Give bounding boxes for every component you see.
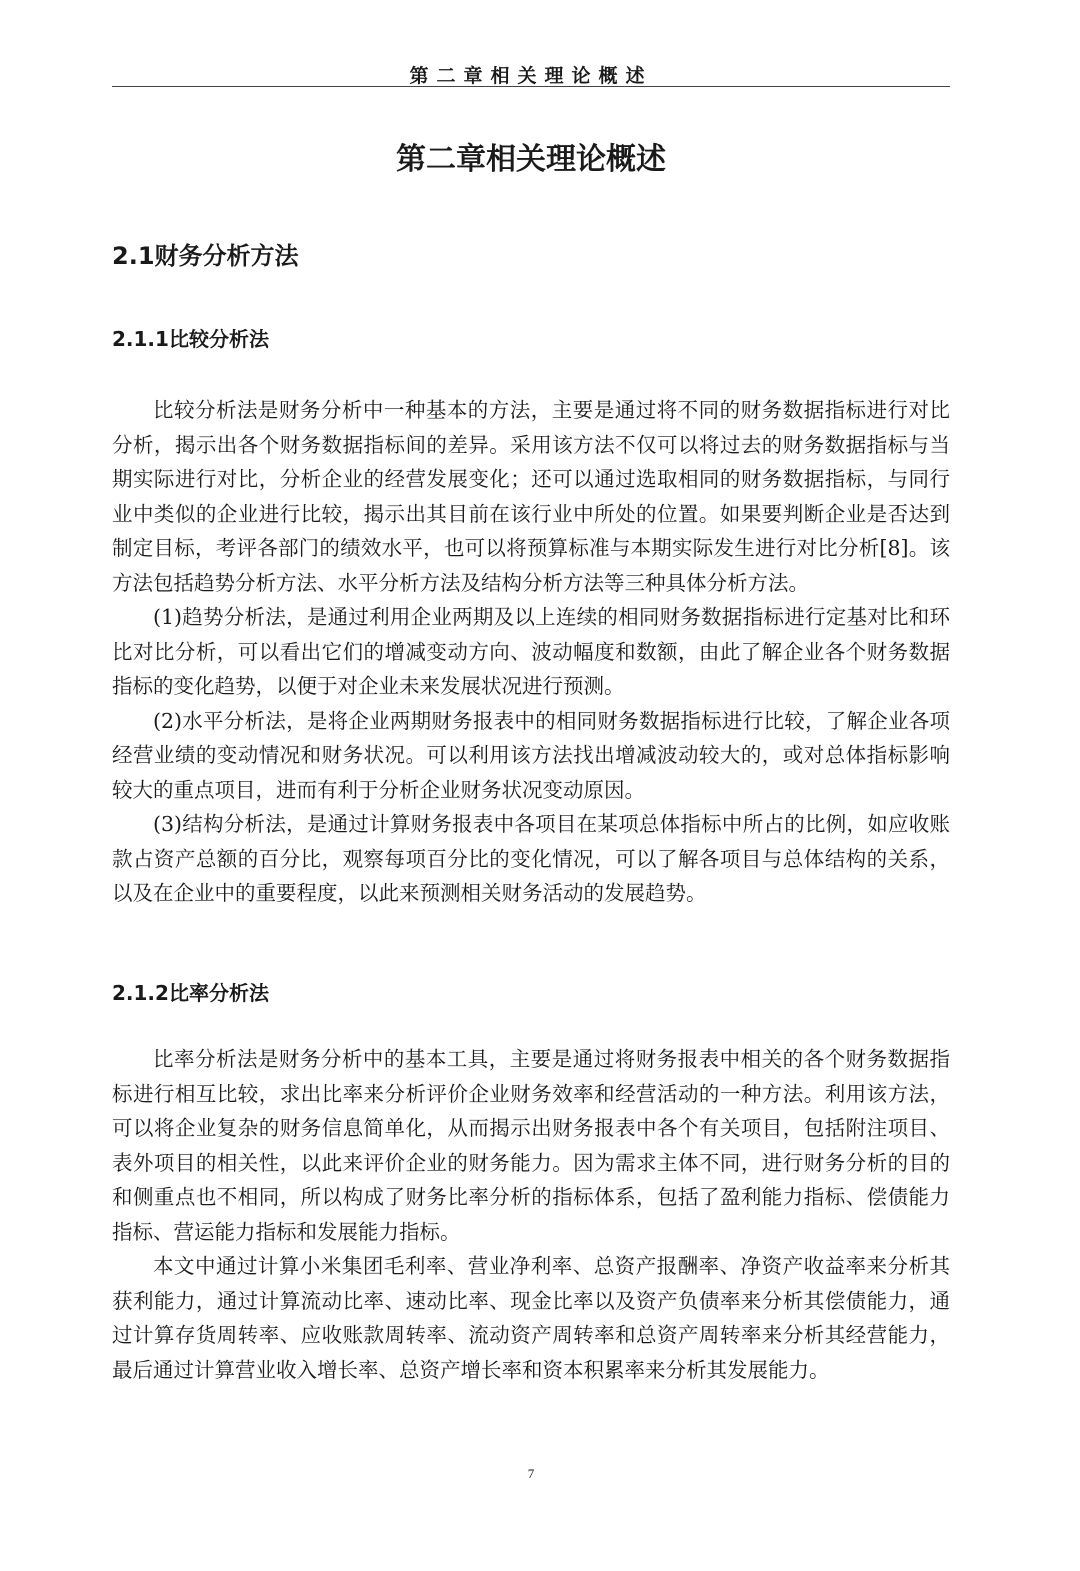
section-2-1-2-body [112, 1042, 950, 1387]
subsection-title-2-1-2: 2.1.2比率分析法 [112, 981, 269, 1005]
paragraph-trend-analysis: (1)趋势分析法，是通过利用企业两期及以上连续的相同财务数据指标进行定基对比和环比对比分析，可以看出它们的增减变动方向、波动幅度和数额，由此了解企业各个财务数据指标的变化趋势，以便于对企业未来发展状况进行预测。 [112, 605, 950, 698]
paragraph-ratio-application: 本文中通过计算小米集团毛利率、营业净利率、总资产报酬率、净资产收益率来分析其获利能力，通过计算流动比率、速动比率、现金比率以及资产负债率来分析其偿债能力，通过计算存货周转率、应收账款周转率、流动资产周转率和总资产周转率来分析其经营能力，最后通过计算营业收入增长率、总资产增长率和资本积累率来分析其发展能力。 [112, 1254, 950, 1382]
header-rule [112, 86, 950, 87]
running-header: 第二章相关理论概述 [409, 65, 653, 87]
paragraph-comparison-intro: 比较分析法是财务分析中一种基本的方法，主要是通过将不同的财务数据指标进行对比分析，揭示出各个财务数据指标间的差异。采用该方法不仅可以将过去的财务数据指标与当期实际进行对比，分析企业的经营发展变化；还可以通过选取相同的财务数据指标，与同行业中类似的企业进行比较，揭示出其目前在该行业中所处的位置。如果要判断企业是否达到制定目标，考评各部门的绩效水平，也可以将预算标准与本期实际发生进行对比分析[8]。该方法包括趋势分析方法、水平分析方法及结构分析方法等三种具体分析方法。 [112, 398, 950, 595]
chapter-title: 第二章相关理论概述 [396, 142, 666, 177]
subsection-title-2-1-1: 2.1.1比较分析法 [112, 327, 269, 351]
page-number: 7 [527, 1466, 535, 1481]
paragraph-structure-analysis: (3)结构分析法，是通过计算财务报表中各项目在某项总体指标中所占的比例，如应收账款占资产总额的百分比，观察每项百分比的变化情况，可以了解各项目与总体结构的关系，以及在企业中的重要程度，以此来预测相关财务活动的发展趋势。 [112, 812, 950, 905]
section-title-2-1: 2.1财务分析方法 [112, 242, 299, 270]
section-2-1-1-body [112, 393, 950, 911]
paragraph-horizontal-analysis: (2)水平分析法，是将企业两期财务报表中的相同财务数据指标进行比较，了解企业各项经营业绩的变动情况和财务状况。可以利用该方法找出增减波动较大的，或对总体指标影响较大的重点项目，进而有利于分析企业财务状况变动原因。 [112, 708, 950, 802]
paragraph-ratio-intro: 比率分析法是财务分析中的基本工具，主要是通过将财务报表中相关的各个财务数据指标进行相互比较，求出比率来分析评价企业财务效率和经营活动的一种方法。利用该方法，可以将企业复杂的财务信息简单化，从而揭示出财务报表中各个有关项目，包括附注项目、表外项目的相关性，以此来评价企业的财务能力。因为需求主体不同，进行财务分析的目的和侧重点也不相同，所以构成了财务比率分析的指标体系，包括了盈利能力指标、偿债能力指标、营运能力指标和发展能力指标。 [112, 1047, 950, 1244]
